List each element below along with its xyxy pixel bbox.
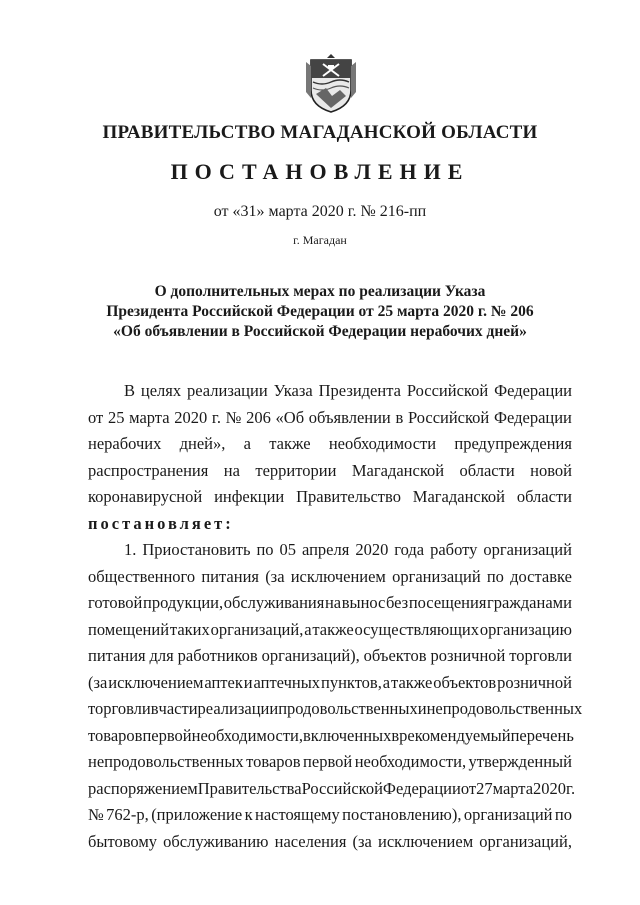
word: перечень [510,725,574,745]
word: Российской [407,407,490,427]
word: Российской [406,381,489,400]
word: гражданами [487,593,572,612]
word: осуществляющих [354,619,480,639]
word: 27 [476,778,493,798]
word: организацию [479,619,572,639]
word: постановлению), [342,805,462,824]
word: помещений [88,619,170,639]
word: Федерации [494,381,572,400]
word: распространения [88,460,209,480]
word: нерабочих [88,434,162,453]
word: от [460,778,477,798]
word: г. [211,407,221,427]
word: Приостановить [142,540,251,559]
paragraph-line [88,776,576,803]
word: исключением [290,566,386,586]
word: товаров [88,725,143,745]
word: аптек [204,672,243,692]
paragraph-line [88,749,572,776]
word: организаций, [479,831,572,851]
word: № [88,805,104,824]
word: и [417,699,427,718]
paragraph-line [88,405,572,432]
paragraph-line [88,564,572,591]
word: питания [88,646,146,665]
word: реализации [187,381,268,400]
word: Магаданской [351,460,445,480]
word: организаций), [261,646,360,665]
word: марта [492,778,534,798]
word: торговли [88,699,151,718]
resolves-word: постановляет: [88,513,234,533]
word: а [304,619,312,639]
word: 206 [246,407,271,427]
word: питания [201,566,259,586]
word: 2020 [355,540,389,559]
word: коронавирусной [88,487,203,506]
word: дней», [179,434,226,453]
word: к [244,805,253,824]
word: распоряжением [88,778,198,798]
word: г. [566,778,576,798]
word: готовой [88,593,143,612]
word: от [88,407,104,427]
word: в [391,725,400,745]
word: пунктов, [320,672,382,692]
word: утвержденный [468,752,572,771]
word: работников [177,646,258,665]
word: (за [88,672,108,692]
subject-line: Президента Российской Федерации от 25 марта 2020 г. № 206 [106,303,534,320]
word: общественного [88,566,196,586]
word: 2020 [174,407,208,427]
word: на [324,593,342,612]
word: объявлении [308,407,391,427]
word: непродовольственных [88,752,244,771]
word: (приложение [151,805,243,824]
word: по [486,566,504,586]
word: розничной [430,646,506,665]
word: 762-р, [106,805,149,824]
word: Федерации [493,407,572,427]
document-type-title: ПОСТАНОВЛЕНИЕ [170,159,470,184]
word: торговли [509,646,572,665]
word: а [382,672,391,692]
word: товаров [246,752,301,771]
paragraph-line [88,829,572,856]
word: 1. [124,540,137,559]
word: № [225,407,242,427]
paragraph-line [88,617,572,644]
word: необходимости, [354,752,467,771]
word: объектов [363,646,427,665]
word: новой [530,460,572,480]
word: Правительства [197,778,302,798]
paragraph-line [88,484,572,511]
word: инфекции [214,487,285,506]
word: Российской [301,778,383,798]
word: также [391,672,433,692]
word: территории [255,460,337,480]
word: «Об [275,407,305,427]
word: В [124,381,136,400]
word: посещения [408,593,487,612]
word: по [256,540,274,559]
word: настоящему [255,805,340,824]
word: розничной [497,672,572,692]
word: (за [352,831,372,851]
word: рекомендуемый [399,725,511,745]
word: марта [129,407,170,427]
word: исключением [108,672,204,692]
word: целях [140,381,182,400]
clause-1-paragraph [88,537,583,855]
word: первой [142,725,192,745]
coat-of-arms-icon [302,52,360,114]
word: аптечных [253,672,321,692]
word: первой [303,752,353,771]
word: предупреждения [454,434,572,453]
word: в [395,407,404,427]
word: организаций, [210,619,304,639]
word: 05 [279,540,297,559]
paragraph-line [88,511,572,538]
word: и [243,672,253,692]
paragraph-line [88,590,572,617]
paragraph-line [88,723,572,750]
word: для [149,646,174,665]
word: без [385,593,409,612]
paragraph-line [88,802,572,829]
word: по [554,805,572,824]
subject-line: О дополнительных мерах по реализации Указа [154,283,486,300]
word: Магаданской [412,487,505,506]
word: организаций [392,566,481,586]
word: работу [430,540,478,559]
word: Федерации [382,778,461,798]
word: также [269,434,311,453]
word: организаций [483,540,572,559]
word: а [243,434,251,453]
word: также [312,619,354,639]
preamble-paragraph [88,378,572,511]
word: Президента [318,381,401,400]
document-subject [0,282,640,342]
word: на [223,460,240,480]
word: Правительство [296,487,401,506]
word: вынос [341,593,386,612]
paragraph-line [88,670,572,697]
subject-line: «Об объявлении в Российской Федерации нерабочих дней» [113,323,527,340]
word: части [158,699,198,718]
word: таких [169,619,210,639]
word: области [516,487,572,506]
word: в [150,699,159,718]
word: доставке [510,566,572,586]
paragraph-line [88,458,572,485]
word: продовольственных [278,699,418,718]
word: реализации [197,699,279,718]
word: исключением [377,831,474,851]
word: включенных [303,725,392,745]
word: 2020 [533,778,567,798]
word: необходимости [328,434,437,453]
word: организаций [463,805,553,824]
paragraph-line [88,537,572,564]
word: Указа [273,381,313,400]
word: населения [274,831,347,851]
paragraph-line [88,696,583,723]
document-city: г. Магадан [293,233,347,247]
word: необходимости, [191,725,303,745]
word: года [394,540,425,559]
government-name: ПРАВИТЕЛЬСТВО МАГАДАНСКОЙ ОБЛАСТИ [102,122,538,143]
word: объектов [433,672,497,692]
word: области [459,460,515,480]
word: апреля [302,540,350,559]
paragraph-line [88,643,572,670]
word: обслуживания [223,593,325,612]
word: непродовольственных [426,699,583,718]
paragraph-line [88,431,572,458]
word: (за [265,566,285,586]
paragraph-line [88,378,572,405]
word: бытовому [88,831,158,851]
word: 25 [107,407,125,427]
word: продукции, [142,593,224,612]
document-date-number: от «31» марта 2020 г. № 216-пп [213,203,427,220]
document-body [88,378,583,855]
word: обслуживанию [163,831,269,851]
